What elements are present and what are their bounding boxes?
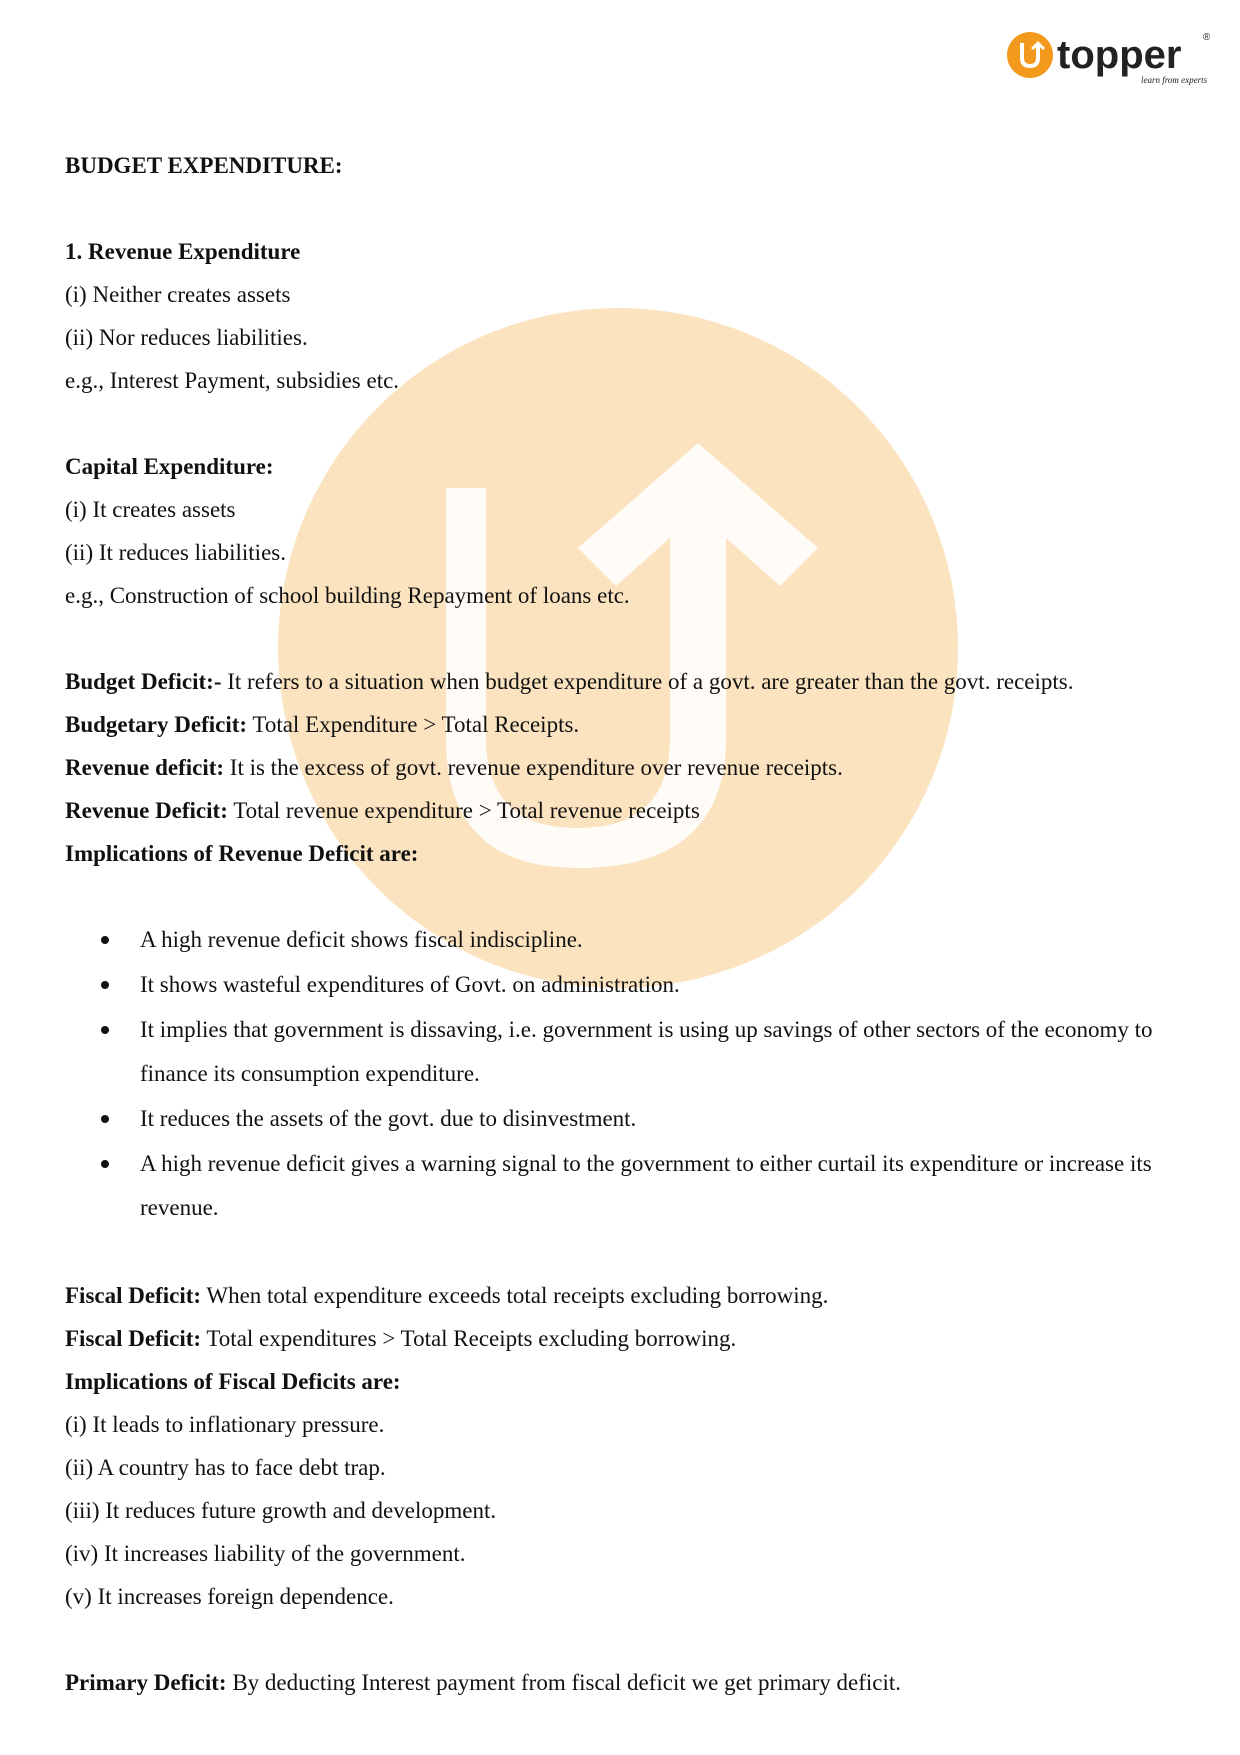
definition: Budget Deficit:- It refers to a situation when budget expenditure of a govt. are greater than the govt. receipts.	[65, 669, 1074, 694]
list-item: It reduces the assets of the govt. due to disinvestment.	[65, 1097, 1175, 1141]
list-item: (iii) It reduces future growth and development.	[65, 1498, 497, 1523]
definition: Revenue Deficit: Total revenue expenditure > Total revenue receipts	[65, 798, 700, 823]
section-heading: Implications of Fiscal Deficits are:	[65, 1369, 401, 1394]
registered-mark: ®	[1203, 32, 1210, 43]
definition: Budgetary Deficit: Total Expenditure > Total Receipts.	[65, 712, 580, 737]
brand-tagline: learn from experts	[1141, 75, 1208, 85]
bullet-icon	[101, 1026, 109, 1034]
list-item: (iv) It increases liability of the government.	[65, 1541, 466, 1566]
capital-expenditure-section	[65, 445, 1175, 617]
section-heading: Implications of Revenue Deficit are:	[65, 841, 419, 866]
list-item: (v) It increases foreign dependence.	[65, 1584, 394, 1609]
list-item: (ii) It reduces liabilities.	[65, 540, 286, 565]
bullet-icon	[101, 1160, 109, 1168]
fiscal-deficit-section	[65, 1274, 1175, 1618]
brand-logo	[1005, 28, 1210, 90]
list-item: (i) It leads to inflationary pressure.	[65, 1412, 385, 1437]
example-text: e.g., Construction of school building Repayment of loans etc.	[65, 583, 630, 608]
primary-deficit-definition: Primary Deficit: By deducting Interest payment from fiscal deficit we get primary deficit.	[65, 1670, 901, 1695]
deficit-definitions	[65, 660, 1175, 875]
list-item: (i) It creates assets	[65, 497, 236, 522]
definition: Fiscal Deficit: When total expenditure exceeds total receipts excluding borrowing.	[65, 1283, 829, 1308]
bullet-icon	[101, 1115, 109, 1123]
bullet-icon	[101, 936, 109, 944]
list-item: It implies that government is dissaving, i.e. government is using up savings of other sectors of the economy to finance its consumption expenditure.	[65, 1008, 1175, 1096]
list-item: (i) Neither creates assets	[65, 282, 291, 307]
list-item: (ii) A country has to face debt trap.	[65, 1455, 386, 1480]
example-text: e.g., Interest Payment, subsidies etc.	[65, 368, 400, 393]
list-item: A high revenue deficit gives a warning signal to the government to either curtail its expenditure or increase its revenue.	[65, 1142, 1175, 1230]
definition: Fiscal Deficit: Total expenditures > Total Receipts excluding borrowing.	[65, 1326, 737, 1351]
section-heading: Capital Expenditure:	[65, 454, 274, 479]
document-body	[65, 144, 1175, 1704]
revenue-implications-list	[65, 918, 1175, 1230]
page-title: BUDGET EXPENDITURE:	[65, 153, 343, 178]
section-heading: 1. Revenue Expenditure	[65, 239, 301, 264]
definition: Revenue deficit: It is the excess of govt. revenue expenditure over revenue receipts.	[65, 755, 843, 780]
bullet-icon	[101, 981, 109, 989]
list-item: It shows wasteful expenditures of Govt. on administration.	[65, 963, 1175, 1007]
topper-logo-icon	[1005, 28, 1210, 90]
list-item: (ii) Nor reduces liabilities.	[65, 325, 308, 350]
brand-name: topper	[1057, 33, 1182, 77]
revenue-expenditure-section	[65, 230, 1175, 402]
list-item: A high revenue deficit shows fiscal indiscipline.	[65, 918, 1175, 962]
